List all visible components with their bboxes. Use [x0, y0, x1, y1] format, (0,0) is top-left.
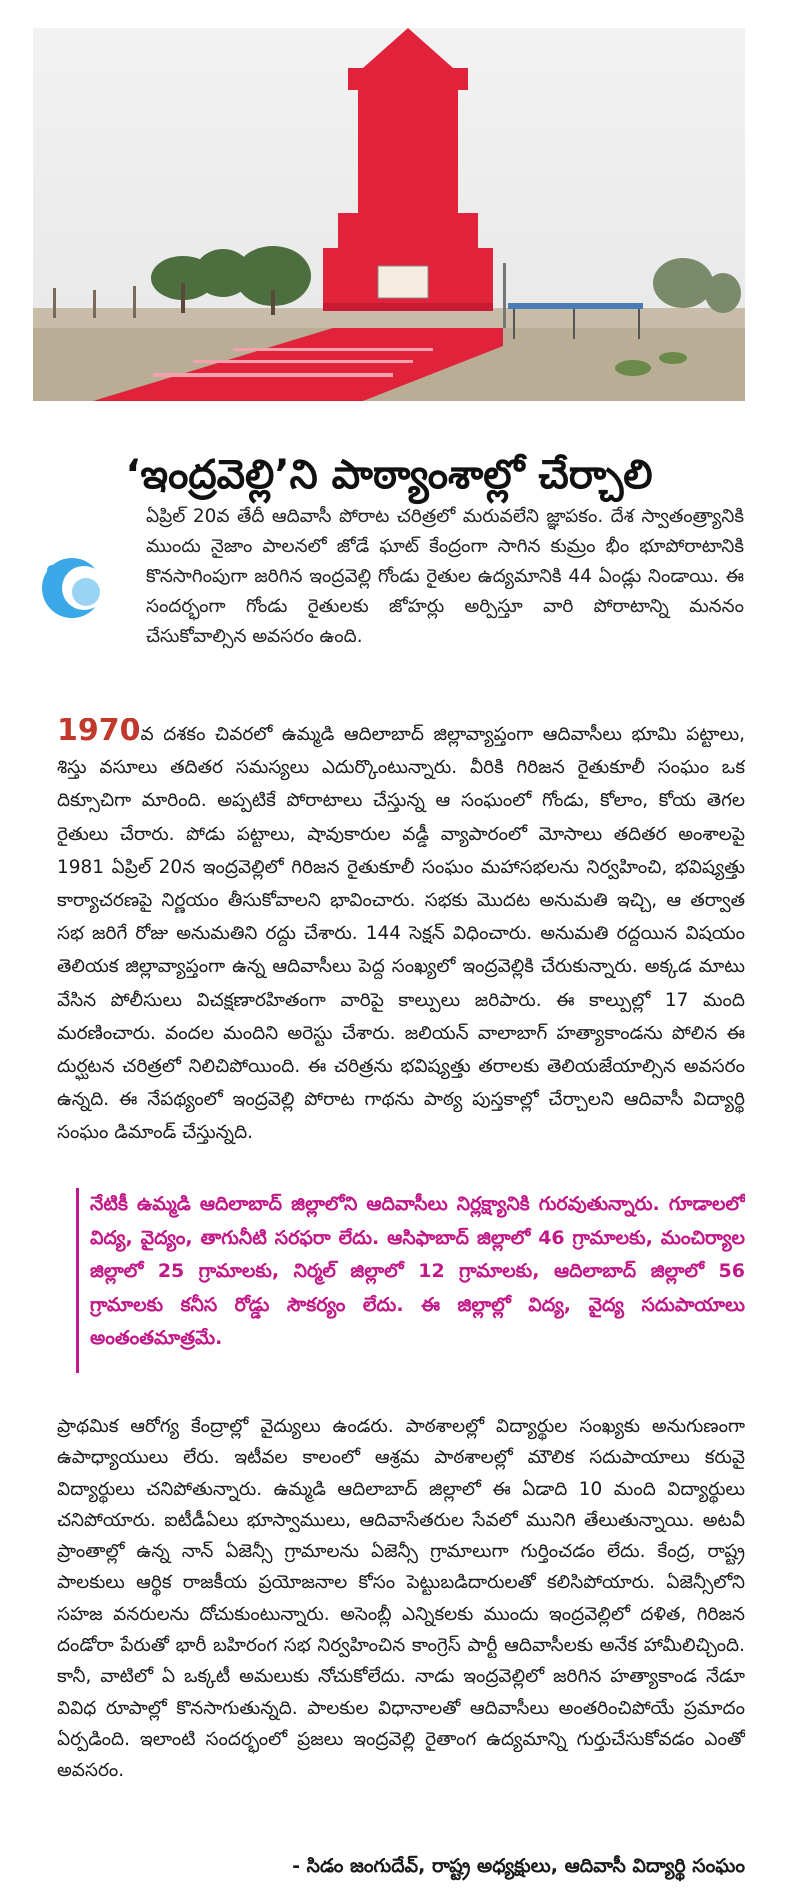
water-drops-icon — [34, 548, 109, 623]
pullquote-bar — [76, 1188, 79, 1373]
pullquote: నేటికీ ఉమ్మడి ఆదిలాబాద్ జిల్లాలోని ఆదివాసీలు నిర్లక్ష్యానికి గురవుతున్నారు. గూడాలలో విద్య, వైద్యం, తాగునీటి సరఫరా లేదు. ఆసిఫాబాద్ జిల్లాలో 46 గ్రామాలకు, మంచిర్యాల జిల్లాలో 25 గ్రామాలకు, నిర్మల్ జిల్లాలో 12 గ్రామాలకు, ఆదిలాబాద్ జిల్లాలో 56 గ్రామాలకు కనీస రోడ్డు సౌకర్యం లేదు. ఈ జిల్లాల్లో విద్య, వైద్య సదుపాయాలు అంతంతమాత్రమే. — [90, 1193, 745, 1349]
memorial-photo — [33, 28, 745, 401]
intro-paragraph: ఏప్రిల్ 20వ తేదీ ఆదివాసీ పోరాట చరిత్రలో మరువలేని జ్ఞాపకం. దేశ స్వాతంత్ర్యానికి ముందు నైజాం పాలనలో జోడే ఘాట్ కేంద్రంగా సాగిన కుమ్రం భీం భూపోరాటానికి కొనసాగింపుగా జరిగిన ఇంద్రవెల్లి గోండు రైతుల ఉద్యమానికి 44 ఏండ్లు నిండాయి. ఈ సందర్భంగా గోండు రైతులకు జోహర్లు అర్పిస్తూ వారి పోరాటాన్ని మననం చేసుకోవాల్సిన అవసరం ఉంది. — [146, 506, 744, 647]
body-paragraph-1 — [57, 718, 745, 1170]
memorial-plaque — [378, 266, 428, 298]
byline-role: రాష్ట్ర అధ్యక్షులు, ఆదివాసీ విద్యార్థి సంఘం — [425, 1855, 745, 1877]
byline-name: - సిడం జంగుదేవ్, — [292, 1855, 426, 1877]
byline — [220, 1846, 745, 1886]
year-lead: 1970 — [57, 718, 141, 748]
headline: ‘ఇంద్రవెల్లి’ని పాఠ్యాంశాల్లో చేర్చాలి — [125, 451, 653, 498]
body-paragraph-1-text: వ దశకం చివరలో ఉమ్మడి ఆదిలాబాద్ జిల్లావ్యాప్తంగా ఆదివాసీలు భూమి పట్టాలు, శిస్తు వసూలు తదితర సమస్యలు ఎదుర్కొంటున్నారు. వీరికి గిరిజన రైతుకూలీ సంఘం ఒక దిక్సూచిగా మారింది. అప్పటికే పోరాటాలు చేస్తున్న ఆ సంఘంలో గోండు, కోలాం, కోయ తెగల రైతులు చేరారు. పోడు పట్టాలు, షావుకారుల వడ్డీ వ్యాపారంలో మోసాలు తదితర అంశాలపై 1981 ఏప్రిల్ 20న ఇంద్రవెల్లిలో గిరిజన రైతుకూలీ సంఘం మహాసభలను నిర్వహించి, భవిష్యత్తు కార్యాచరణపై నిర్ణయం తీసుకోవాలని భావించారు. సభకు మొదట అనుమతి ఇచ్చి, ఆ తర్వాత సభ జరిగే రోజు అనుమతిని రద్దు చేశారు. 144 సెక్షన్ విధించారు. అనుమతి రద్దయిన విషయం తెలియక జిల్లావ్యాప్తంగా ఉన్న ఆదివాసీలు పెద్ద సంఖ్యలో ఇంద్రవెల్లికి చేరుకున్నారు. అక్కడ మాటు వేసిన పోలీసులు విచక్షణారహితంగా వారిపై కాల్పులు జరిపారు. ఈ కాల్పుల్లో 17 మంది మరణించారు. వందల మందిని అరెస్టు చేశారు. జలియన్ వాలాబాగ్ హత్యాకాండను పోలిన ఈ దుర్ఘటన చరిత్రలో నిలిచిపోయింది. ఈ చరిత్రను భవిష్యత్తు తరాలకు తెలియజేయాల్సిన అవసరం ఉన్నది. ఈ నేపథ్యంలో ఇంద్రవెల్లి పోరాట గాథను పాఠ్య పుస్తకాల్లో చేర్చాలని ఆదివాసీ విద్యార్థి సంఘం డిమాండ్ చేస్తున్నది. — [57, 724, 745, 1144]
body-paragraph-2: ప్రాథమిక ఆరోగ్య కేంద్రాల్లో వైద్యులు ఉండరు. పాఠశాలల్లో విద్యార్థుల సంఖ్యకు అనుగుణంగా ఉపాధ్యాయులు లేరు. ఇటీవల కాలంలో ఆశ్రమ పాఠశాలల్లో మౌలిక సదుపాయాలు కరువై విద్యార్థులు చనిపోతున్నారు. ఉమ్మడి ఆదిలాబాద్ జిల్లాలో ఈ ఏడాది 10 మంది విద్యార్థులు చనిపోయారు. ఐటీడీఏలు భూస్వాములు, ఆదివాసేతరుల సేవలో మునిగి తేలుతున్నాయి. అటవీ ప్రాంతాల్లో ఉన్న నాన్ ఏజెన్సీ గ్రామాలను ఏజెన్సీ గ్రామాలుగా గుర్తించడం లేదు. కేంద్ర, రాష్ట్ర పాలకులు ఆర్థిక రాజకీయ ప్రయోజనాల కోసం పెట్టుబడిదారులతో కలిసిపోయారు. ఏజెన్సీలోని సహజ వనరులను దోచుకుంటున్నారు. అసెంబ్లీ ఎన్నికలకు ముందు ఇంద్రవెల్లిలో దళిత, గిరిజన దండోరా పేరుతో భారీ బహిరంగ సభ నిర్వహించిన కాంగ్రెస్ పార్టీ ఆదివాసీలకు అనేక హామీలిచ్చింది. కానీ, వాటిలో ఏ ఒక్కటీ అమలుకు నోచుకోలేదు. నాడు ఇంద్రవెల్లిలో జరిగిన హత్యాకాండ నేడూ వివిధ రూపాల్లో కొనసాగుతున్నది. పాలకుల విధానాలతో ఆదివాసీలు అంతరించిపోయే ప్రమాదం ఏర్పడింది. ఇలాంటి సందర్భంలో ప్రజలు ఇంద్రవెల్లి రైతాంగ ఉద్యమాన్ని గుర్తుచేసుకోవడం ఎంతో అవసరం. — [57, 1416, 745, 1782]
memorial-illustration — [33, 28, 745, 401]
